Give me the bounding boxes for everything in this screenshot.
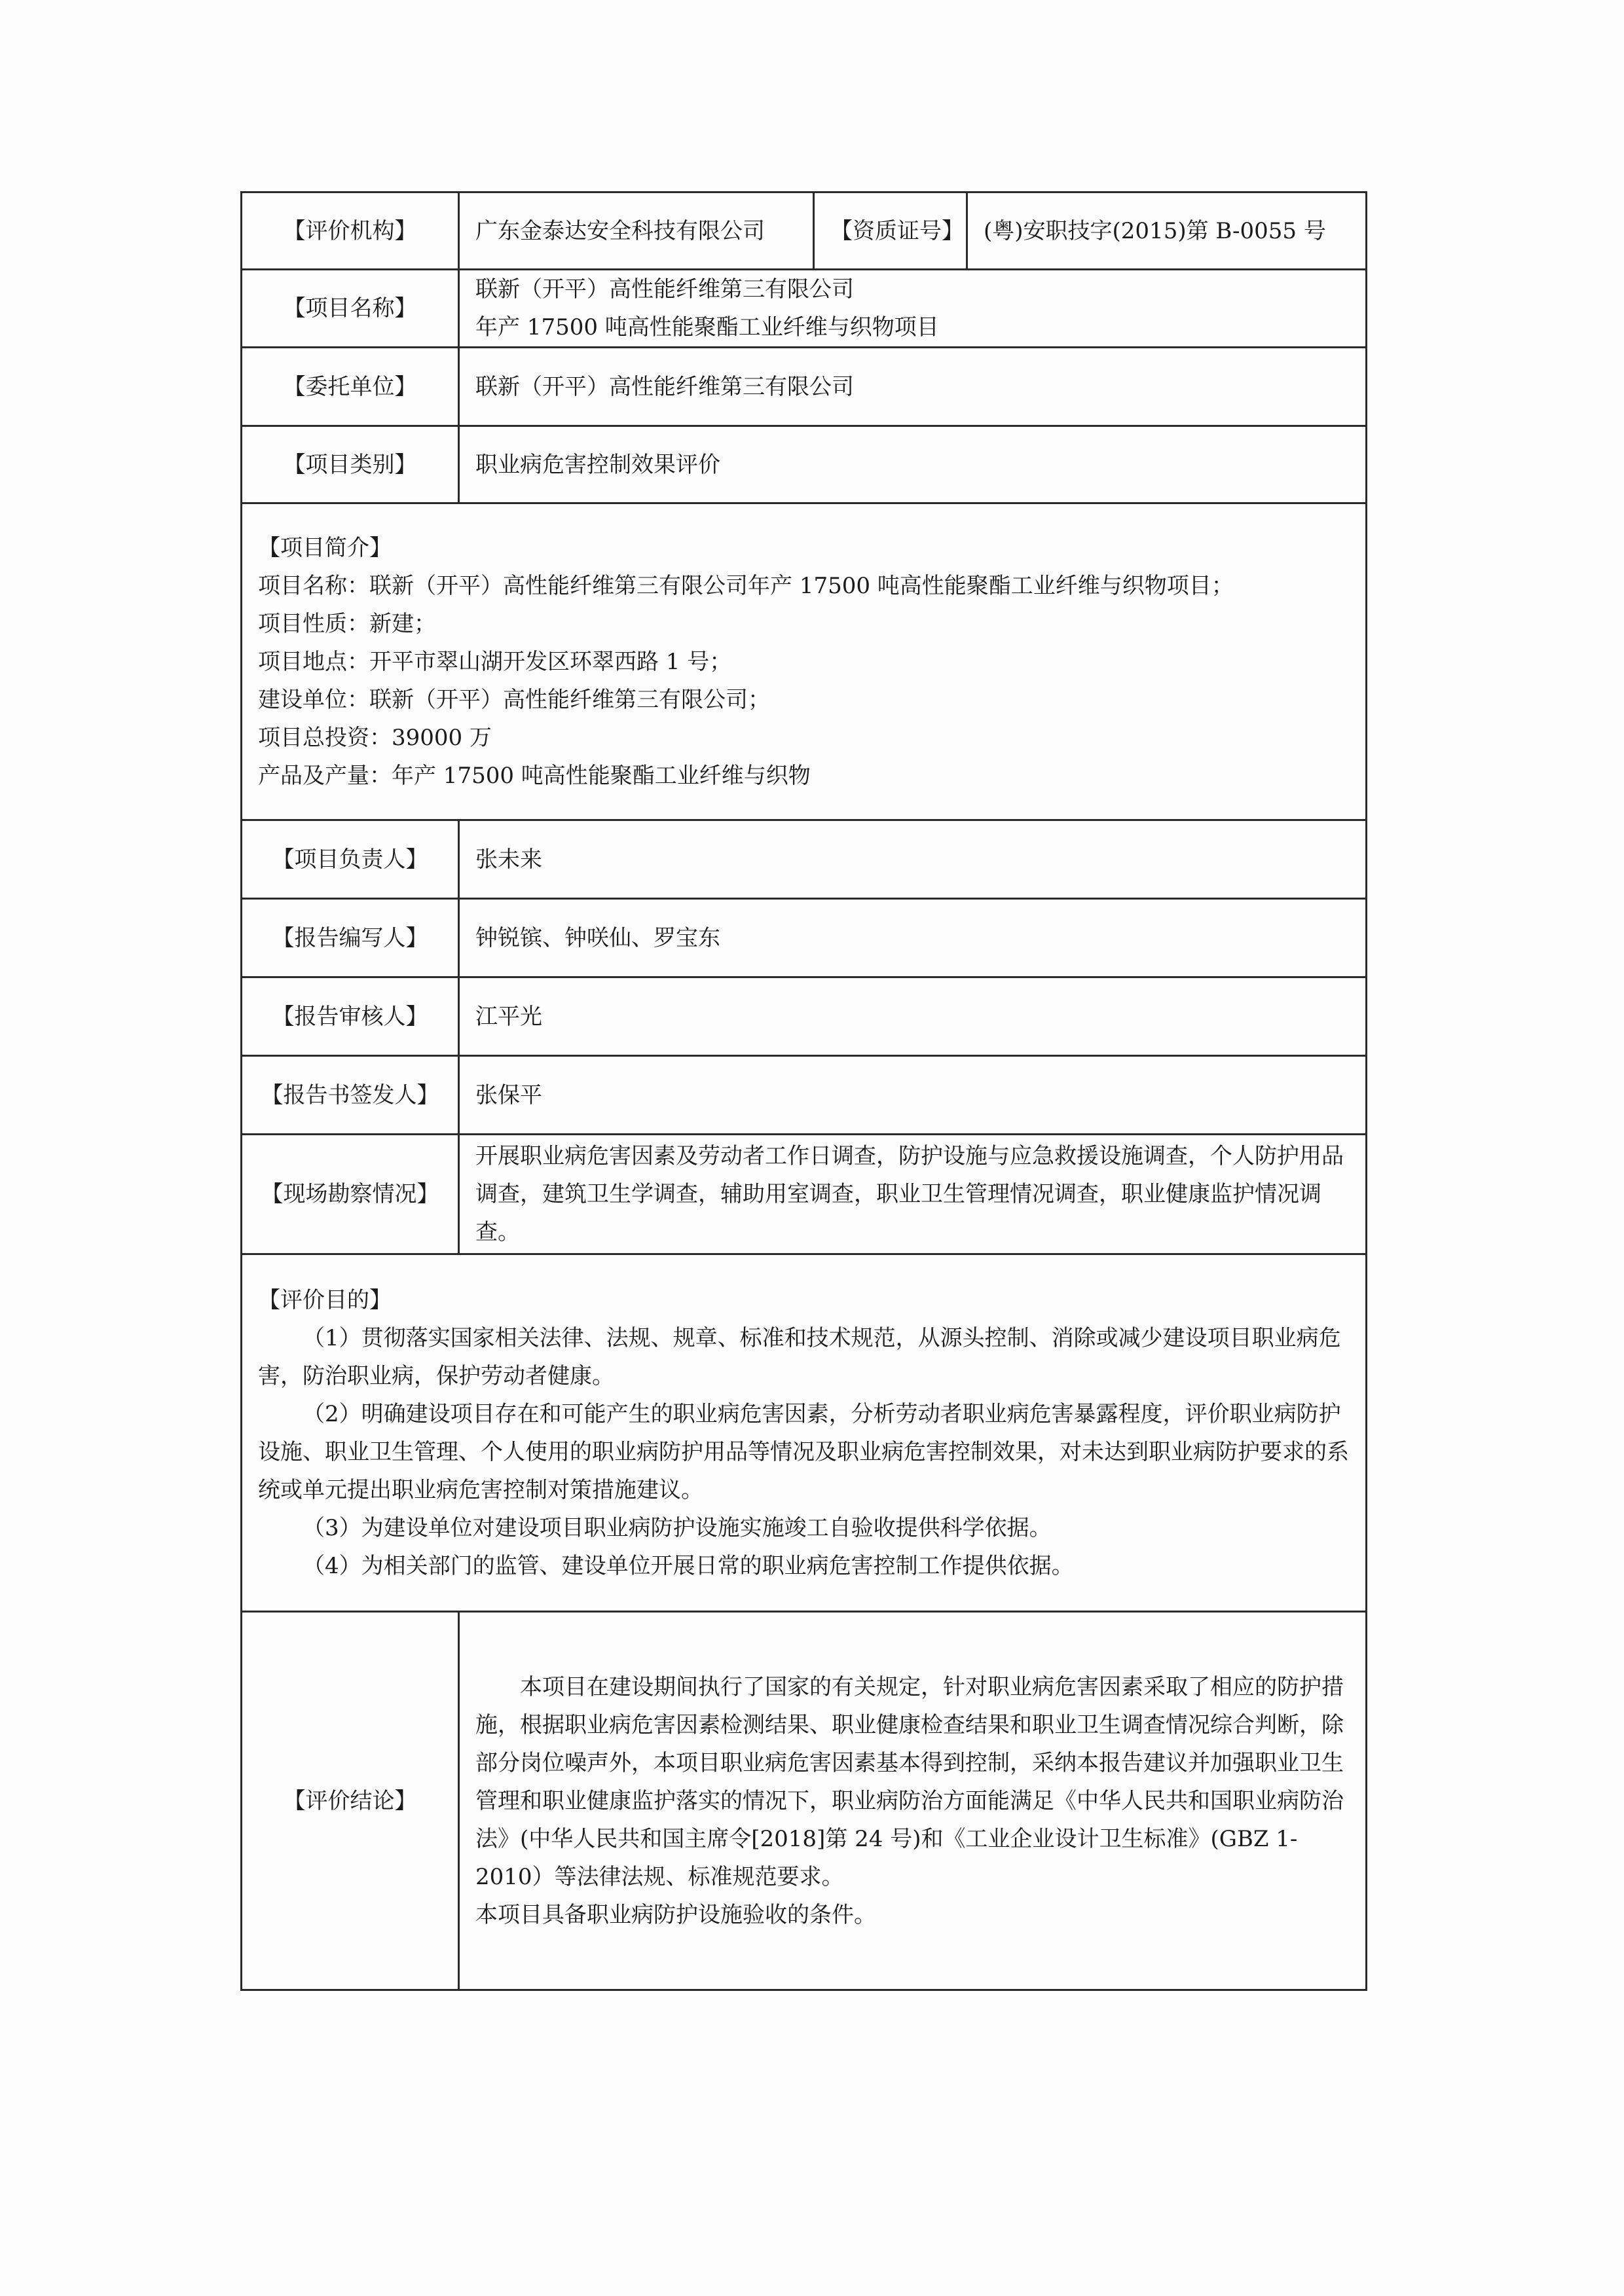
client-value: 联新（开平）高性能纤维第三有限公司	[459, 348, 1367, 426]
row-intro	[242, 503, 1367, 820]
reviewer-value: 江平光	[459, 977, 1367, 1056]
survey-text: 开展职业病危害因素及劳动者工作日调查，防护设施与应急救援设施调查，个人防护用品调查，建筑卫生学调查，辅助用室调查，职业卫生管理情况调查，职业健康监护情况调查。	[475, 1143, 1344, 1245]
survey-value	[459, 1135, 1367, 1254]
org-value: 广东金泰达安全科技有限公司	[459, 192, 814, 270]
evaluation-summary-table	[240, 191, 1367, 1991]
purpose-block	[242, 1254, 1367, 1612]
leader-value: 张未来	[459, 820, 1367, 899]
intro-line-name: 项目名称：联新（开平）高性能纤维第三有限公司年产 17500 吨高性能聚酯工业纤维与织物项目；	[258, 572, 1234, 599]
writers-value: 钟锐镔、钟咲仙、罗宝东	[459, 899, 1367, 977]
intro-line-product: 产品及产量：年产 17500 吨高性能聚酯工业纤维与织物	[258, 762, 811, 789]
intro-title: 【项目简介】	[258, 534, 392, 561]
reviewer-label: 【报告审核人】	[242, 977, 459, 1056]
row-project-name	[242, 270, 1367, 348]
cert-value: (粤)安职技字(2015)第 B-0055 号	[967, 192, 1367, 270]
row-survey	[242, 1135, 1367, 1254]
row-org	[242, 192, 1367, 270]
survey-label: 【现场勘察情况】	[242, 1135, 459, 1254]
purpose-title: 【评价目的】	[258, 1286, 392, 1313]
conclusion-paragraph-2: 本项目具备职业病防护设施验收的条件。	[475, 1901, 876, 1928]
conclusion-paragraph-1: 本项目在建设期间执行了国家的有关规定，针对职业病危害因素采取了相应的防护措施，根据职业病危害因素检测结果、职业健康检查结果和职业卫生调查情况综合判断，除部分岗位噪声外，本项目职业病危害因素基本得到控制，采纳本报告建议并加强职业卫生管理和职业健康监护落实的情况下，职业病防治方面能满足《中华人民共和国职业病防治法》(中华人民共和国主席令[2018]第 24 号)和《工业企业设计卫生标准》(GBZ 1-2010）等法律法规、标准规范要求。	[475, 1673, 1344, 1890]
row-purpose	[242, 1254, 1367, 1612]
purpose-item-4: （4）为相关部门的监管、建设单位开展日常的职业病危害控制工作提供依据。	[303, 1552, 1074, 1579]
project-name-label: 【项目名称】	[242, 270, 459, 348]
row-client	[242, 348, 1367, 426]
intro-line-builder: 建设单位：联新（开平）高性能纤维第三有限公司；	[258, 686, 770, 713]
row-writers	[242, 899, 1367, 977]
intro-block	[242, 503, 1367, 820]
conclusion-value	[459, 1612, 1367, 1990]
writers-label: 【报告编写人】	[242, 899, 459, 977]
cert-label: 【资质证号】	[814, 192, 967, 270]
purpose-item-3: （3）为建设单位对建设项目职业病防护设施实施竣工自验收提供科学依据。	[303, 1514, 1052, 1541]
client-label: 【委托单位】	[242, 348, 459, 426]
intro-line-nature: 项目性质：新建；	[258, 610, 436, 637]
issuer-value: 张保平	[459, 1056, 1367, 1135]
category-label: 【项目类别】	[242, 426, 459, 503]
row-category	[242, 426, 1367, 503]
issuer-label: 【报告书签发人】	[242, 1056, 459, 1135]
row-conclusion	[242, 1612, 1367, 1990]
intro-line-investment: 项目总投资：39000 万	[258, 724, 492, 751]
row-reviewer	[242, 977, 1367, 1056]
leader-label: 【项目负责人】	[242, 820, 459, 899]
org-label: 【评价机构】	[242, 192, 459, 270]
row-leader	[242, 820, 1367, 899]
purpose-item-1: （1）贯彻落实国家相关法律、法规、规章、标准和技术规范，从源头控制、消除或减少建设项目职业病危害，防治职业病，保护劳动者健康。	[258, 1324, 1341, 1389]
project-name-line-1: 联新（开平）高性能纤维第三有限公司	[475, 276, 854, 302]
purpose-item-2: （2）明确建设项目存在和可能产生的职业病危害因素，分析劳动者职业病危害暴露程度，评价职业病防护设施、职业卫生管理、个人使用的职业病防护用品等情况及职业病危害控制效果，对未达到职业病防护要求的系统或单元提出职业病危害控制对策措施建议。	[258, 1400, 1349, 1503]
conclusion-label: 【评价结论】	[242, 1612, 459, 1990]
category-value: 职业病危害控制效果评价	[459, 426, 1367, 503]
row-issuer	[242, 1056, 1367, 1135]
project-name-line-2: 年产 17500 吨高性能聚酯工业纤维与织物项目	[475, 314, 939, 340]
intro-line-location: 项目地点：开平市翠山湖开发区环翠西路 1 号；	[258, 648, 732, 675]
project-name-value	[459, 270, 1367, 348]
